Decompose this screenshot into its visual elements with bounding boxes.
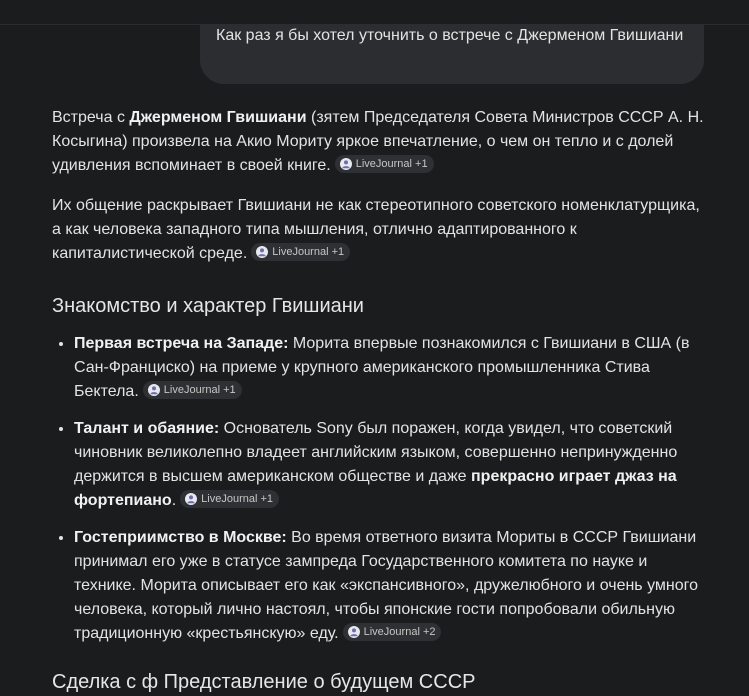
source-chip-label: LiveJournal +1 xyxy=(201,493,274,505)
text-span: Морита впервые познакомился с Гвишиани в США (в Сан-Франциско) на приеме у крупного американского промышленника Стива Бектела. xyxy=(74,335,690,400)
response-paragraph-1 xyxy=(52,106,707,178)
bold-text: Джерменом Гвишиани xyxy=(129,109,307,126)
livejournal-favicon-icon xyxy=(348,626,360,638)
response-paragraph-2 xyxy=(52,194,707,266)
source-chip[interactable] xyxy=(335,155,434,173)
text-span: . xyxy=(171,492,177,509)
livejournal-favicon-icon xyxy=(148,384,160,396)
source-chip[interactable] xyxy=(180,490,279,508)
source-chip-label: LiveJournal +1 xyxy=(272,246,345,258)
source-chip[interactable] xyxy=(251,243,350,261)
text-span: Встреча с xyxy=(52,109,130,126)
text-span: (зятем Председателя Совета Министров СССР А. Н. Косыгина) произвела на Акио Мориту яркое впечатление, о чем он тепло и с долей удивления вспоминает в своей книге. xyxy=(52,109,704,174)
source-chip-label: LiveJournal +1 xyxy=(163,384,236,396)
section-heading-partial: Сделка с ф Представление о будущем СССР xyxy=(52,671,476,693)
section-heading: Знакомство и характер Гвишиани xyxy=(52,295,364,317)
source-chip[interactable] xyxy=(343,623,442,641)
bold-text: Первая встреча на Западе: xyxy=(74,335,289,352)
source-chip-label: LiveJournal +2 xyxy=(363,626,436,638)
source-chip[interactable] xyxy=(143,381,242,399)
list-item xyxy=(74,417,707,513)
user-message-text: Как раз я бы хотел уточнить о встрече с Джерменом Гвишиани xyxy=(216,27,684,44)
bold-text: Гостеприимство в Москве: xyxy=(74,529,287,546)
bold-text: Талант и обаяние: xyxy=(74,420,220,437)
text-span: Во время ответного визита Мориты в СССР Гвишиани принимал его уже в статусе зампреда Государственного комитета по науке и технике. Морита описывает его как «экспансивного», дружелюбного и очень умного человека, который лично настоял, чтобы японские гости попробовали обильную традиционную «крестьянскую» еду. xyxy=(74,529,699,642)
livejournal-favicon-icon xyxy=(256,246,268,258)
list-item xyxy=(74,526,707,646)
livejournal-favicon-icon xyxy=(185,493,197,505)
top-bar xyxy=(0,0,749,25)
bold-text: прекрасно играет джаз на фортепиано xyxy=(74,468,677,509)
text-span: Их общение раскрывает Гвишиани не как стереотипного советского номенклатурщика, а как человека западного типа мышления, отлично адаптированного к капиталистической среде. xyxy=(52,197,700,262)
bullet-list xyxy=(52,332,707,646)
livejournal-favicon-icon xyxy=(340,158,352,170)
text-span: Основатель Sony был поражен, когда увидел, что советский чиновник великолепно владеет английским языком, совершенно непринужденно держится в высшем американском обществе и даже xyxy=(74,420,678,485)
list-item xyxy=(74,332,707,404)
assistant-response xyxy=(52,106,707,659)
source-chip-label: LiveJournal +1 xyxy=(355,158,428,170)
